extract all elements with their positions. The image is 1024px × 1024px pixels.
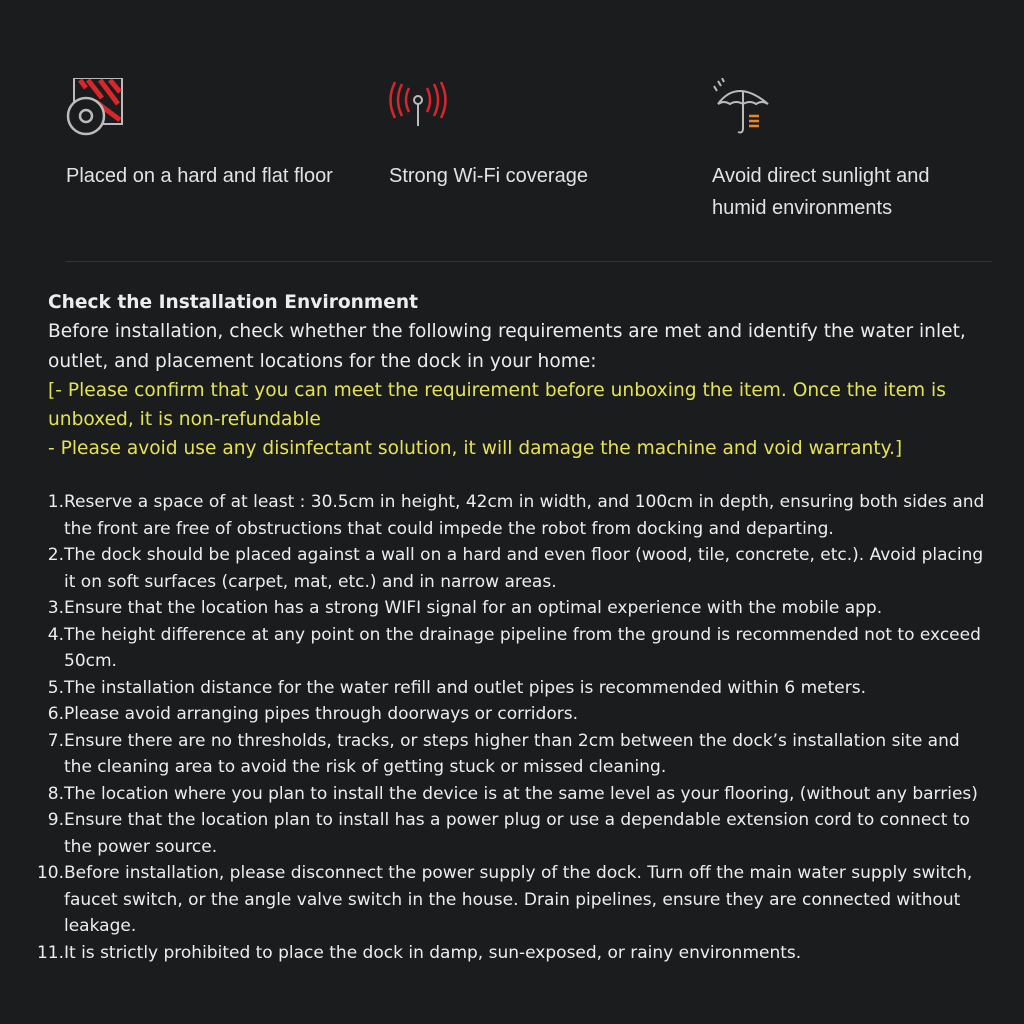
item-number: 6. xyxy=(47,704,64,724)
installation-intro xyxy=(48,288,1008,464)
item-text: Reserve a space of at least : 30.5cm in height, 42cm in width, and 100cm in depth, ensuring both sides and the front are free of obstructions that could impede the robot from docking and departing. xyxy=(64,492,985,539)
item-number: 3. xyxy=(47,598,64,618)
feature-label: Avoid direct sunlight and humid environments xyxy=(712,165,930,219)
item-text: Ensure there are no thresholds, tracks, or steps higher than 2cm between the dock’s installation site and the cleaning area to avoid the risk of getting stuck or missed cleaning. xyxy=(64,730,960,777)
item-number: 11. xyxy=(36,942,64,963)
requirement-item xyxy=(0,675,1000,702)
item-number: 4. xyxy=(47,624,64,645)
requirements-list xyxy=(0,489,1000,966)
warning-unboxing: [- Please confirm that you can meet the requirement before unboxing the item. Once the item is unboxed, it is non-refundable xyxy=(48,379,946,431)
requirement-item xyxy=(0,489,1000,542)
item-text: Before installation, please disconnect the power supply of the dock. Turn off the main water supply switch, faucet switch, or the angle valve switch in the house. Drain pipelines, ensure they are connected without leakage. xyxy=(64,863,973,936)
section-title: Check the Installation Environment xyxy=(48,292,418,313)
feature-label: Placed on a hard and flat floor xyxy=(66,165,333,187)
item-text: The installation distance for the water refill and outlet pipes is recommended within 6 meters. xyxy=(64,677,866,698)
umbrella-humidity-icon xyxy=(712,78,772,138)
divider xyxy=(66,261,992,262)
requirement-item xyxy=(0,781,1000,808)
feature-sunlight-humidity xyxy=(712,78,1012,219)
feature-hard-floor xyxy=(66,78,366,187)
feature-label: Strong Wi-Fi coverage xyxy=(389,165,588,187)
item-text: The height difference at any point on the drainage pipeline from the ground is recommended not to exceed 50cm. xyxy=(64,624,981,671)
item-number: 5. xyxy=(47,677,64,698)
item-text: Please avoid arranging pipes through doorways or corridors. xyxy=(64,704,578,724)
item-text: It is strictly prohibited to place the dock in damp, sun-exposed, or rainy environments. xyxy=(64,942,802,963)
requirement-item xyxy=(0,728,1000,781)
item-text: Ensure that the location has a strong WIFI signal for an optimal experience with the mobile app. xyxy=(64,598,883,618)
item-number: 7. xyxy=(47,730,64,751)
item-number: 2. xyxy=(47,545,64,565)
requirement-item xyxy=(0,622,1000,675)
requirement-item xyxy=(0,807,1000,860)
item-number: 9. xyxy=(47,810,64,830)
requirement-item xyxy=(0,860,1000,940)
requirement-item xyxy=(0,542,1000,595)
warning-disinfectant: - Please avoid use any disinfectant solution, it will damage the machine and void warranty.] xyxy=(48,438,903,460)
item-number: 10. xyxy=(36,863,64,883)
requirement-item xyxy=(0,701,1000,728)
item-text: The dock should be placed against a wall on a hard and even floor (wood, tile, concrete, etc.). Avoid placing it on soft surfaces (carpet, mat, etc.) and in narrow areas. xyxy=(64,545,984,592)
feature-wifi xyxy=(389,78,689,187)
intro-text: Before installation, check whether the following requirements are met and identify the water inlet, outlet, and placement locations for the dock in your home: xyxy=(48,321,966,372)
item-number: 8. xyxy=(47,783,64,804)
robot-floor-icon xyxy=(66,78,126,138)
requirement-item xyxy=(0,595,1000,622)
requirement-item xyxy=(0,940,1000,967)
item-text: Ensure that the location plan to install has a power plug or use a dependable extension cord to connect to the power source. xyxy=(64,810,970,857)
wifi-signal-icon xyxy=(389,78,449,138)
item-text: The location where you plan to install the device is at the same level as your flooring, (without any barries) xyxy=(64,783,978,804)
item-number: 1. xyxy=(47,492,64,512)
